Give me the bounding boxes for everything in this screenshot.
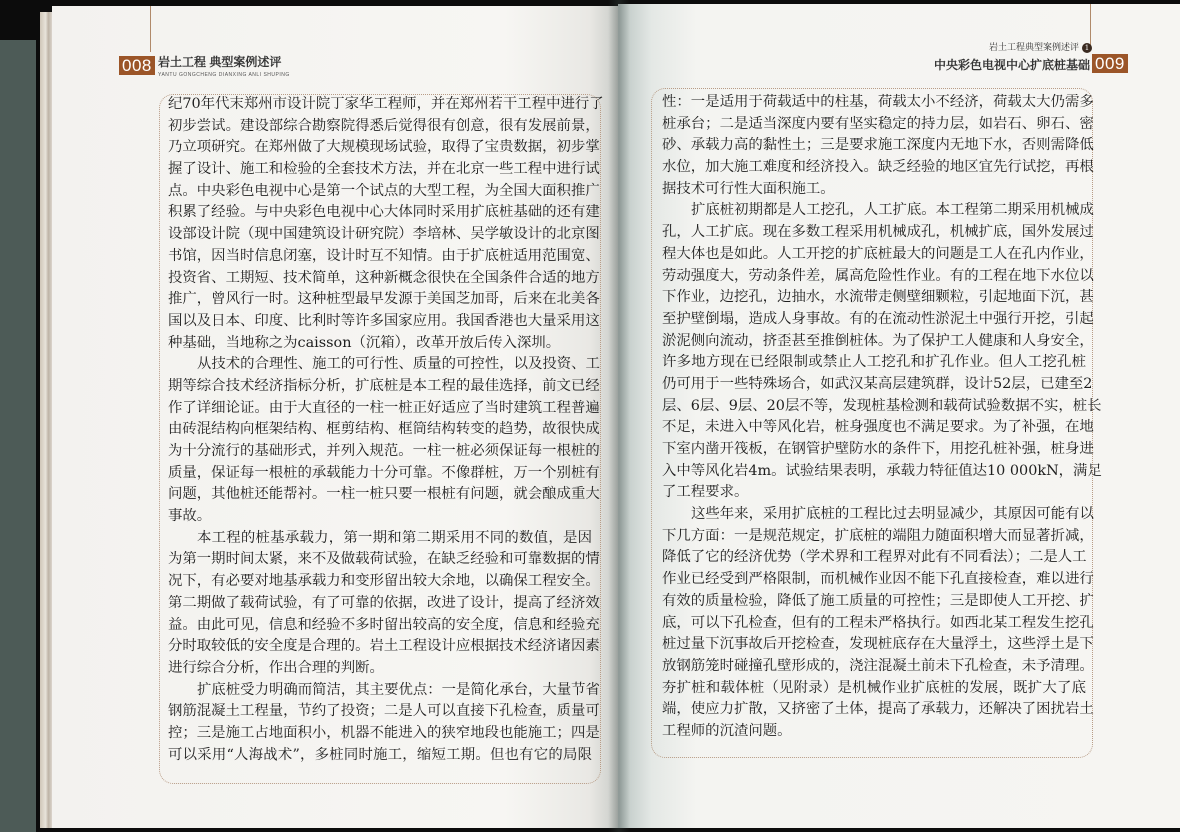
text-line: 作了详细论证。由于大直径的一柱一桩正好适应了当时建筑工程普遍 bbox=[168, 399, 600, 416]
text-line: 水位，加大施工难度和经济投入。缺乏经验的地区宜先行试挖，再根 bbox=[662, 159, 1094, 176]
text-line: 下室内凿开筏板，在钢管护壁防水的条件下，用挖孔桩补强，桩身进 bbox=[662, 441, 1094, 457]
text-line: 可以采用“人海战术”，多桩同时施工，缩短工期。但也有它的局限 bbox=[168, 746, 592, 763]
text-line: 工程师的沉渣问题。 bbox=[662, 722, 792, 739]
text-line: 入中等风化岩4m。试验结果表明，承载力特征值达10 000kN，满足 bbox=[662, 462, 1102, 479]
header-title: 岩土工程 典型案例述评 bbox=[158, 55, 282, 69]
right-page bbox=[618, 4, 1180, 828]
text-line: 劳动强度大，劳动条件差，属高危险性作业。有的工程在地下水位以 bbox=[662, 267, 1094, 284]
text-line: 作业已经受到严格限制，而机械作业因不能下孔直接检查，难以进行 bbox=[662, 571, 1094, 588]
text-line: 有效的质量检验，降低了施工质量的可控性；三是即使人工开挖、扩 bbox=[662, 592, 1094, 609]
text-line: 由砖混结构向框架结构、框剪结构、框筒结构转变的趋势，故很快成 bbox=[168, 421, 600, 438]
text-line: 控；三是施工占地面积小，机器不能进入的狭窄地段也能施工；四是 bbox=[168, 724, 600, 741]
text-line: 据技术可行性大面积施工。 bbox=[662, 180, 835, 197]
header-series-text: 岩土工程典型案例述评 bbox=[988, 43, 1079, 53]
page-number: 008 bbox=[119, 56, 155, 75]
text-line: 降低了它的经济优势（学术界和工程界对此有不同看法）；二是人工 bbox=[662, 549, 1087, 566]
text-line: 第二期做了载荷试验，有了可靠的依据，改进了设计，提高了经济效 bbox=[168, 594, 600, 611]
text-line: 握了设计、施工和检验的全套技术方法，并在北京一些工程中进行试 bbox=[168, 161, 600, 178]
header-series bbox=[989, 42, 1092, 54]
page-number: 009 bbox=[1092, 54, 1128, 73]
text-line: 钢筋混凝土工程量，节约了投资；二是人可以直接下孔检查，质量可 bbox=[168, 703, 600, 720]
text-line: 进行综合分析，作出合理的判断。 bbox=[168, 659, 384, 676]
text-line: 放钢筋笼时碰撞孔壁形成的，浇注混凝土前未下孔检查，未予清理。 bbox=[662, 657, 1094, 674]
text-line: 书馆，因当时信息闭塞，设计时互不知情。由于扩底桩适用范围宽、 bbox=[168, 247, 600, 264]
text-line: 初步尝试。建设部综合勘察院得悉后觉得很有创意，很有发展前景， bbox=[168, 117, 600, 134]
header-subtitle: YANTU GONGCHENG DIANXING ANLI SHUPING bbox=[158, 72, 290, 78]
text-line: 许多地方现在已经限制或禁止人工挖孔和扩孔作业。但人工挖孔桩 bbox=[662, 354, 1086, 371]
left-page bbox=[52, 6, 618, 828]
text-line: 纪70年代末郑州市设计院丁家华工程师，并在郑州若干工程中进行了 bbox=[168, 96, 604, 112]
text-line: 淤泥侧向流动，挤歪甚至推倒桩体。为了保护工人健康和人身安全， bbox=[662, 332, 1094, 349]
text-line: 设部设计院（现中国建筑设计研究院）李培林、吴学敏设计的北京图 bbox=[168, 226, 600, 243]
body-text bbox=[662, 92, 1102, 743]
text-line: 下作业，边挖孔，边抽水，水流带走侧壁细颗粒，引起地面下沉，甚 bbox=[662, 289, 1094, 306]
text-line: 孔，人工扩底。现在多数工程采用机械成孔，机械扩底，国外发展过 bbox=[662, 224, 1094, 241]
text-line: 为十分流行的基础形式，并列入规范。一柱一桩必须保证每一根桩的 bbox=[168, 443, 600, 459]
text-line: 投资省、工期短、技术简单，这种新概念很快在全国条件合适的地方 bbox=[168, 269, 600, 286]
header-title: 中央彩色电视中心扩底桩基础 bbox=[933, 58, 1090, 72]
text-line: 推广，曾风行一时。这种桩型最早发源于美国芝加哥，后来在北美各 bbox=[168, 291, 600, 308]
text-line: 积累了经验。与中央彩色电视中心大体同时采用扩底桩基础的还有建 bbox=[168, 204, 600, 221]
header-rule bbox=[150, 6, 151, 52]
text-line: 仍可用于一些特殊场合，如武汉某高层建筑群，设计52层，已建至2 bbox=[662, 375, 1093, 392]
text-line: 况下，有必要对地基承载力和变形留出较大余地，以确保工程安全。 bbox=[168, 573, 600, 590]
book-gutter bbox=[608, 0, 630, 832]
text-line: 乃立项研究。在郑州做了大规模现场试验，取得了宝贵数据，初步掌 bbox=[168, 139, 600, 156]
text-line: 事故。 bbox=[168, 508, 212, 525]
chapter-badge: 1 bbox=[1082, 43, 1092, 53]
text-line: 程大体也是如此。人工开挖的扩底桩最大的问题是工人在孔内作业， bbox=[662, 245, 1094, 262]
text-line: 不足，未进入中等风化岩，桩身强度也不满足要求。为了补强，在地 bbox=[662, 419, 1094, 436]
text-line: 点。中央彩色电视中心是第一个试点的大型工程，为全国大面积推广 bbox=[168, 182, 600, 199]
text-line: 期等综合技术经济指标分析，扩底桩是本工程的最佳选择，前文已经 bbox=[168, 377, 600, 394]
text-line: 从技术的合理性、施工的可行性、质量的可控性，以及投资、工 bbox=[197, 356, 600, 373]
text-line: 桩过量下沉事故后开挖检查，发现桩底存在大量浮土，这些浮土是下 bbox=[662, 636, 1094, 653]
text-line: 扩底桩初期都是人工挖孔，人工扩底。本工程第二期采用机械成 bbox=[691, 202, 1094, 219]
text-line: 问题，其他桩还能帮衬。一柱一桩只要一根桩有问题，就会酿成重大 bbox=[168, 486, 600, 503]
text-line: 种基础，当地称之为caisson（沉箱），改革开放后传入深圳。 bbox=[168, 334, 561, 351]
text-line: 至护壁倒塌，造成人身事故。有的在流动性淤泥土中强行开挖，引起 bbox=[662, 310, 1094, 327]
text-line: 底，可以下孔检查，但有的工程未严格执行。如西北某工程发生挖孔 bbox=[662, 614, 1094, 631]
text-line: 国以及日本、印度、比利时等许多国家应用。我国香港也大量采用这 bbox=[168, 312, 600, 329]
text-line: 下几方面：一是规范规定，扩底桩的端阻力随面积增大而显著折减， bbox=[662, 527, 1094, 544]
text-line: 性：一是适用于荷载适中的柱基，荷载太小不经济，荷载太大仍需多 bbox=[662, 94, 1094, 110]
text-line: 益。由此可见，信息和经验不多时留出较高的安全度，信息和经验充 bbox=[168, 616, 600, 633]
text-line: 本工程的桩基承载力，第一期和第二期采用不同的数值，是因 bbox=[197, 529, 592, 546]
text-line: 扩底桩受力明确而简洁，其主要优点：一是简化承台，大量节省 bbox=[197, 681, 600, 698]
scanner-background bbox=[0, 40, 36, 832]
text-line: 桩承台；二是适当深度内要有坚实稳定的持力层，如岩石、卵石、密 bbox=[662, 115, 1094, 132]
body-text bbox=[168, 94, 604, 766]
text-line: 质量，保证每一根桩的承载能力十分可靠。不像群桩，万一个别桩有 bbox=[168, 464, 600, 481]
text-line: 分时取较低的安全度是合理的。岩土工程设计应根据技术经济诸因素 bbox=[168, 638, 600, 655]
text-line: 这些年来，采用扩底桩的工程比过去明显减少，其原因可能有以 bbox=[691, 506, 1094, 523]
text-line: 层、6层、9层、20层不等，发现桩基检测和载荷试验数据不实，桩长 bbox=[662, 397, 1102, 414]
text-line: 了工程要求。 bbox=[662, 484, 749, 501]
text-line: 为第一期时间太紧，来不及做载荷试验，在缺乏经验和可靠数据的情 bbox=[168, 551, 600, 568]
text-line: 端，使应力扩散，又挤密了土体，提高了承载力，还解决了困扰岩土 bbox=[662, 701, 1094, 718]
text-line: 夯扩桩和载体桩（见附录）是机械作业扩底桩的发展，既扩大了底 bbox=[662, 679, 1086, 696]
text-line: 砂、承载力高的黏性土；三是要求施工深度内无地下水，否则需降低 bbox=[662, 137, 1094, 154]
